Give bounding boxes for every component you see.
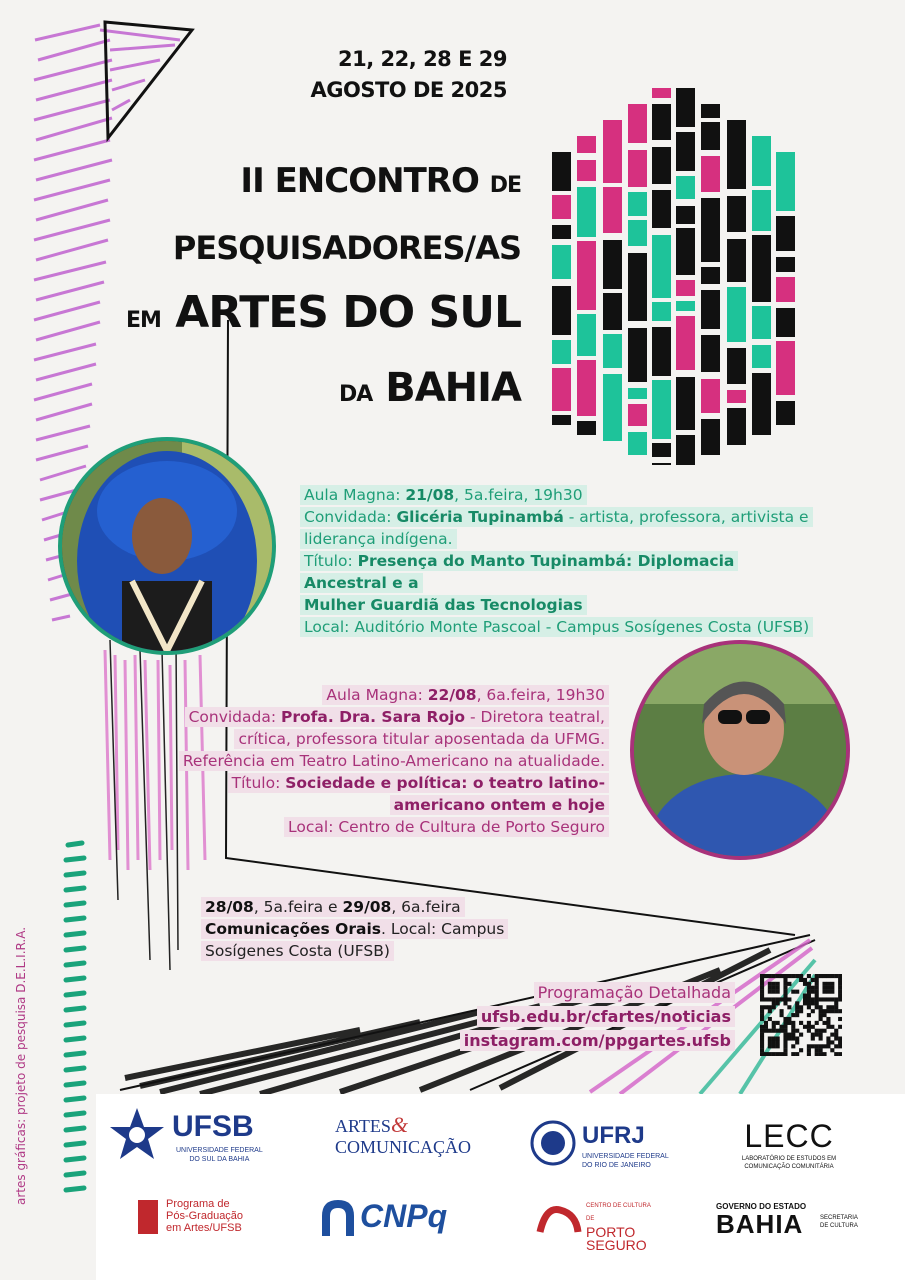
totem-bar (752, 235, 771, 302)
totem-bar (727, 196, 746, 232)
program-label: Programação Detalhada (537, 983, 731, 1002)
totem-bar (552, 286, 571, 335)
totem-bar (628, 220, 647, 246)
event-dates (311, 44, 508, 106)
totem-bar (676, 435, 695, 465)
totem-bar (628, 404, 647, 426)
totem-bar (752, 306, 771, 339)
logo-ufsb: UFSB UNIVERSIDADE FEDERAL DO SUL DA BAHIA (108, 1104, 268, 1168)
ccps-icon (536, 1202, 582, 1238)
totem-bar (652, 104, 671, 140)
totem-bar (577, 241, 596, 310)
totem-bar (752, 190, 771, 231)
totem-bar (552, 152, 571, 191)
totem-bar (652, 443, 671, 457)
totem-bar (652, 380, 671, 439)
totem-bar (603, 293, 622, 330)
dates-month: AGOSTO DE 2025 (310, 78, 507, 102)
totem-bar (701, 104, 720, 118)
session-3-info: 28/08, 5a.feira e 29/08, 6a.feira Comunicações Orais. Local: Campus Sosígenes Costa (UFSB) (201, 896, 531, 962)
program-info (415, 981, 735, 1053)
totem-bar (577, 360, 596, 416)
totem-bar (727, 390, 746, 403)
totem-bar (776, 152, 795, 211)
totem-bar (603, 334, 622, 368)
totem-bar (676, 228, 695, 275)
totem-bar (577, 136, 596, 153)
title-line-2: PESQUISADORES/AS (172, 229, 521, 267)
totem-bar (552, 415, 571, 425)
totem-bar (752, 345, 771, 368)
logo-centro-cultura-porto-seguro: CENTRO DE CULTURA DE PORTO SEGURO (536, 1200, 656, 1242)
totem-bar (776, 216, 795, 251)
program-url-ufsb[interactable]: ufsb.edu.br/cfartes/noticias (480, 1007, 731, 1026)
totem-bar (628, 150, 647, 187)
totem-bar (701, 290, 720, 329)
totem-bar (776, 341, 795, 395)
totem-bar (727, 348, 746, 384)
totem-bar (676, 301, 695, 311)
logo-ufrj: UFRJ UNIVERSIDADE FEDERAL DO RIO DE JANEIRO (530, 1118, 680, 1178)
totem-bar (676, 88, 695, 127)
totem-bar (652, 147, 671, 184)
totem-bar (603, 187, 622, 233)
cnpq-icon (318, 1196, 358, 1240)
totem-bar (701, 419, 720, 455)
totem-bar (628, 432, 647, 455)
totem-bar (603, 240, 622, 289)
totem-bar (701, 122, 720, 150)
totem-bar (552, 225, 571, 239)
totem-bar (652, 190, 671, 228)
totem-bar (577, 160, 596, 181)
speaker-photo-sara-rojo (630, 640, 850, 860)
totem-bar (628, 104, 647, 143)
totem-bar (652, 463, 671, 465)
totem-bar (676, 316, 695, 370)
totem-bar (628, 253, 647, 321)
totem-bar (628, 388, 647, 399)
totem-bar (652, 235, 671, 298)
totem-bar (727, 120, 746, 189)
session-2-info: Aula Magna: 22/08, 6a.feira, 19h30 Convidada: Profa. Dra. Sara Rojo - Diretora teatral, crítica, professora titular aposentada da UFMG. Referência em Teatro Latino-Americano na atualidade. Título: Sociedade e política: o teatro latino- americano ontem e hoje Local: Centro de Cultura de Porto Seguro (169, 684, 609, 838)
totem-bar (577, 421, 596, 435)
program-url-instagram[interactable]: instagram.com/ppgartes.ufsb (463, 1031, 731, 1050)
totem-bar (676, 132, 695, 171)
totem-bar (577, 314, 596, 356)
totem-bar (701, 379, 720, 413)
totem-bar (752, 373, 771, 435)
totem-bar (652, 327, 671, 376)
totem-bar (701, 198, 720, 262)
totem-bar (552, 340, 571, 364)
totem-bar (628, 328, 647, 382)
totem-bar (776, 401, 795, 425)
totem-bar (628, 192, 647, 216)
totem-bar (603, 120, 622, 183)
totem-bar (752, 136, 771, 186)
totem-bar (727, 408, 746, 445)
speaker-photo-gliceria (58, 437, 276, 655)
logo-lecc: LECC LABORATÓRIO DE ESTUDOS EM COMUNICAÇÃO COMUNITÁRIA (741, 1118, 837, 1170)
session-1-info: Aula Magna: 21/08, 5a.feira, 19h30 Convidada: Glicéria Tupinambá - artista, professora, artivista e liderança indígena. Título: Presença do Manto Tupinambá: Diplomacia Ancestral e a Mulher Guardiã das Tecnologias Local: Auditório Monte Pascoal - Campus Sosígenes Costa (UFSB) (300, 484, 820, 638)
qr-code[interactable] (760, 974, 842, 1056)
ppg-icon (138, 1200, 158, 1234)
event-title: II ENCONTRO DE PESQUISADORES/AS EM ARTES DO SUL DA BAHIA (126, 161, 521, 411)
ufrj-emblem-icon (530, 1118, 576, 1168)
totem-bar (552, 195, 571, 219)
totem-bar (577, 187, 596, 237)
totem-bar (676, 280, 695, 296)
logo-cnpq: CNPq (318, 1196, 468, 1244)
totem-bar (603, 374, 622, 441)
totem-bar (776, 257, 795, 272)
totem-bar (701, 335, 720, 372)
logo-governo-bahia: GOVERNO DO ESTADO BAHIA SECRETARIA DE CULTURA (716, 1202, 858, 1239)
ufsb-star-icon (108, 1106, 166, 1164)
totem-bar (776, 277, 795, 302)
totem-bar (701, 156, 720, 192)
totem-bar (652, 302, 671, 321)
totem-bar (727, 239, 746, 282)
logo-artes-comunicacao: ARTES& COMUNICAÇÃO (335, 1112, 472, 1157)
totem-bar (552, 245, 571, 279)
totem-bar (676, 176, 695, 199)
totem-bar (776, 308, 795, 337)
dates-days: 21, 22, 28 E 29 (338, 47, 507, 71)
design-credit: artes gráficas: projeto de pesquisa D.E.L.I.R.A. (14, 926, 28, 1205)
totem-bar (701, 267, 720, 284)
totem-bar (727, 287, 746, 342)
totem-bar (652, 88, 671, 98)
totem-bar (676, 377, 695, 430)
totem-bar (552, 368, 571, 411)
totem-bar (676, 206, 695, 224)
logo-ppgartes: Programa de Pós-Graduação em Artes/UFSB (138, 1198, 278, 1238)
